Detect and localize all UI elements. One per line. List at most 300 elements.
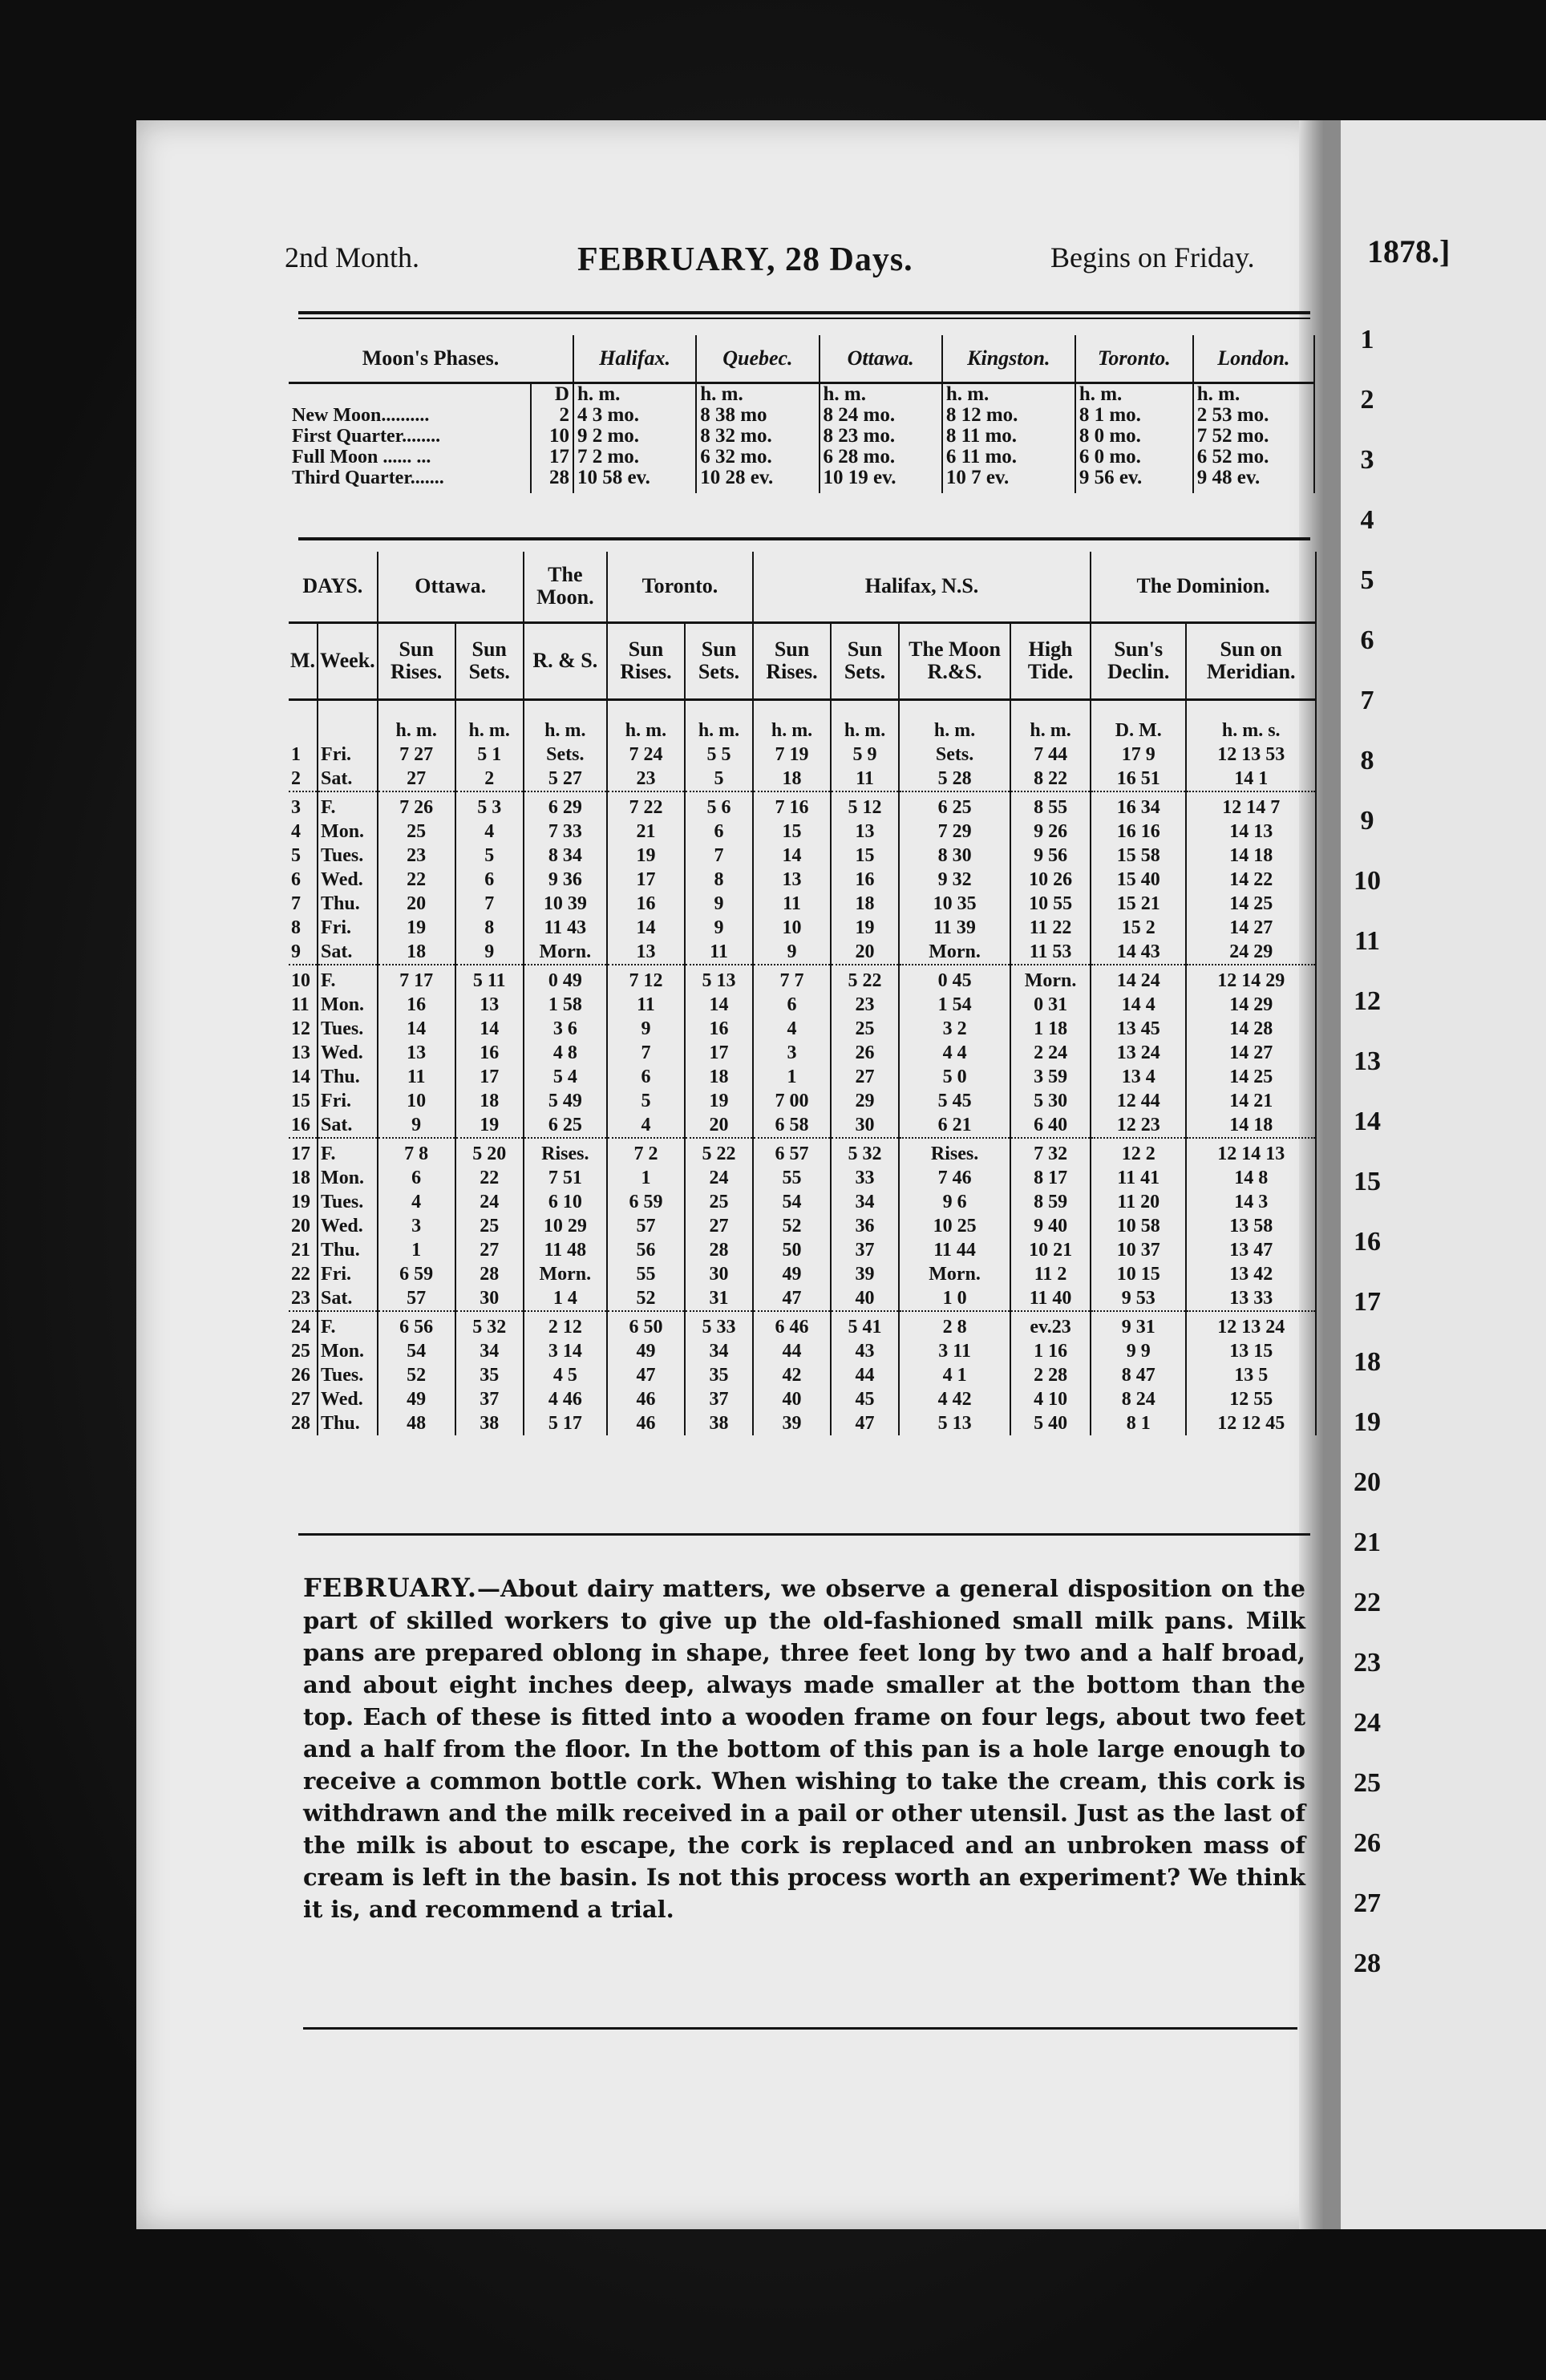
calendar-cell: 11 40: [1010, 1286, 1091, 1311]
calendar-cell: 5 45: [899, 1089, 1010, 1113]
moon-phase-time: 9 2 mo.: [573, 426, 696, 447]
moon-phase-time: 7 2 mo.: [573, 447, 696, 468]
header-rule: [298, 311, 1310, 314]
calendar-cell: Morn.: [899, 940, 1010, 965]
memorandum-day-number: 19: [1354, 1407, 1381, 1437]
calendar-cell: 10 15: [1091, 1262, 1186, 1286]
calendar-cell: 57: [378, 1286, 455, 1311]
memorandum-day-number: 18: [1354, 1347, 1381, 1377]
calendar-table: [289, 552, 1317, 1435]
calendar-cell: 38: [455, 1411, 524, 1435]
memorandum-day-number: 17: [1354, 1287, 1381, 1317]
calendar-cell: 12 14 29: [1186, 965, 1316, 993]
calendar-day-row: [289, 791, 1316, 820]
calendar-cell: 33: [831, 1166, 899, 1190]
calendar-day-row: [289, 1190, 1316, 1214]
calendar-cell: 22: [455, 1166, 524, 1190]
moon-city-header: Halifax.: [573, 335, 696, 383]
calendar-cell: 7 29: [899, 820, 1010, 844]
moon-unit: h. m.: [820, 383, 942, 406]
calendar-cell: 45: [831, 1387, 899, 1411]
calendar-cell: 9 36: [524, 868, 607, 892]
month-number: 2nd Month.: [285, 241, 420, 273]
calendar-cell: 6 59: [607, 1190, 685, 1214]
memorandum-day-number: 10: [1354, 866, 1381, 896]
day-of-week: Wed.: [318, 1214, 378, 1238]
calendar-cell: 7 2: [607, 1138, 685, 1166]
day-of-week: F.: [318, 1311, 378, 1339]
moon-phase-row: [289, 468, 1314, 493]
moon-phases-header: Moon's Phases.: [289, 335, 573, 383]
calendar-cell: 5 22: [685, 1138, 753, 1166]
day-of-month: 2: [289, 767, 318, 791]
calendar-cell: 9: [378, 1113, 455, 1138]
day-of-month: 23: [289, 1286, 318, 1311]
calendar-day-row: [289, 940, 1316, 965]
moon-table-rule: [298, 537, 1310, 540]
calendar-cell: 12 2: [1091, 1138, 1186, 1166]
calendar-day-row: [289, 1387, 1316, 1411]
calendar-column-header: Sun Sets.: [685, 622, 753, 699]
calendar-day-row: [289, 1166, 1316, 1190]
calendar-cell: 30: [685, 1262, 753, 1286]
moon-city-header: London.: [1193, 335, 1314, 383]
calendar-cell: 8 17: [1010, 1166, 1091, 1190]
day-of-month: 28: [289, 1411, 318, 1435]
calendar-cell: 11 43: [524, 916, 607, 940]
calendar-cell: 5 49: [524, 1089, 607, 1113]
calendar-cell: 21: [607, 820, 685, 844]
memorandum-day-number: 5: [1360, 565, 1374, 595]
calendar-cell: 28: [455, 1262, 524, 1286]
calendar-cell: 5 12: [831, 791, 899, 820]
calendar-cell: 9 26: [1010, 820, 1091, 844]
calendar-day-row: [289, 1041, 1316, 1065]
day-of-week: Thu.: [318, 1065, 378, 1089]
moon-phase-time: 8 38 mo: [696, 405, 819, 426]
day-of-week: F.: [318, 965, 378, 993]
calendar-cell: 7: [455, 892, 524, 916]
day-of-month: 19: [289, 1190, 318, 1214]
calendar-cell: 2 28: [1010, 1363, 1091, 1387]
calendar-cell: 8 47: [1091, 1363, 1186, 1387]
day-of-week: Fri.: [318, 1262, 378, 1286]
calendar-cell: 10 25: [899, 1214, 1010, 1238]
calendar-cell: 14 25: [1186, 1065, 1316, 1089]
memorandum-day-number: 3: [1360, 445, 1374, 475]
calendar-cell: 7 26: [378, 791, 455, 820]
calendar-unit: D. M.: [1091, 699, 1186, 743]
calendar-cell: 6 21: [899, 1113, 1010, 1138]
calendar-cell: 28: [685, 1238, 753, 1262]
calendar-day-row: [289, 1286, 1316, 1311]
calendar-cell: 40: [831, 1286, 899, 1311]
calendar-cell: 11: [831, 767, 899, 791]
calendar-cell: 8 22: [1010, 767, 1091, 791]
calendar-cell: 6 58: [753, 1113, 831, 1138]
calendar-cell: 47: [753, 1286, 831, 1311]
calendar-cell: 10: [753, 916, 831, 940]
calendar-cell: Sets.: [524, 743, 607, 767]
calendar-cell: 4 5: [524, 1363, 607, 1387]
calendar-cell: 9 6: [899, 1190, 1010, 1214]
calendar-cell: 14 18: [1186, 1113, 1316, 1138]
day-of-month: 27: [289, 1387, 318, 1411]
day-of-month: 15: [289, 1089, 318, 1113]
calendar-unit: h. m.: [831, 699, 899, 743]
calendar-cell: 13: [455, 993, 524, 1017]
calendar-day-row: [289, 1339, 1316, 1363]
calendar-cell: 5 28: [899, 767, 1010, 791]
calendar-cell: 9 56: [1010, 844, 1091, 868]
memorandum-day-number: 11: [1354, 926, 1381, 956]
calendar-cell: 17: [607, 868, 685, 892]
calendar-cell: 1 18: [1010, 1017, 1091, 1041]
calendar-cell: 4 10: [1010, 1387, 1091, 1411]
calendar-cell: 1 58: [524, 993, 607, 1017]
moon-phase-time: 10 58 ev.: [573, 468, 696, 493]
year-label: 1878.]: [1367, 233, 1451, 269]
calendar-cell: 6: [753, 993, 831, 1017]
moon-phase-time: 8 11 mo.: [942, 426, 1075, 447]
day-of-week: F.: [318, 791, 378, 820]
calendar-cell: 35: [685, 1363, 753, 1387]
calendar-column-header: M.: [289, 622, 318, 699]
calendar-cell: 5 20: [455, 1138, 524, 1166]
moon-phase-time: 8 0 mo.: [1075, 426, 1193, 447]
calendar-cell: 5 13: [685, 965, 753, 993]
calendar-cell: 17: [685, 1041, 753, 1065]
calendar-cell: 52: [378, 1363, 455, 1387]
calendar-cell: 52: [607, 1286, 685, 1311]
calendar-cell: 14: [753, 844, 831, 868]
day-of-month: 22: [289, 1262, 318, 1286]
calendar-cell: 13 33: [1186, 1286, 1316, 1311]
calendar-day-row: [289, 1065, 1316, 1089]
calendar-cell: 47: [607, 1363, 685, 1387]
calendar-cell: 16 51: [1091, 767, 1186, 791]
calendar-cell: 14 22: [1186, 868, 1316, 892]
calendar-cell: 6: [607, 1065, 685, 1089]
calendar-cell: 11: [753, 892, 831, 916]
calendar-cell: 4: [753, 1017, 831, 1041]
calendar-cell: 14: [607, 916, 685, 940]
calendar-cell: 16: [607, 892, 685, 916]
memorandum-day-number: 2: [1360, 385, 1374, 415]
calendar-cell: 27: [831, 1065, 899, 1089]
day-of-month: 9: [289, 940, 318, 965]
moon-unit: h. m.: [1193, 383, 1314, 406]
calendar-cell: 0 31: [1010, 993, 1091, 1017]
memorandum-day-number: 9: [1360, 806, 1374, 836]
day-of-week: Tues.: [318, 1363, 378, 1387]
calendar-group-header: Halifax, N.S.: [753, 552, 1091, 622]
calendar-day-row: [289, 1238, 1316, 1262]
calendar-cell: 3: [753, 1041, 831, 1065]
calendar-cell: 24 29: [1186, 940, 1316, 965]
calendar-cell: 18: [455, 1089, 524, 1113]
calendar-cell: 4 1: [899, 1363, 1010, 1387]
calendar-bottom-rule: [298, 1533, 1310, 1536]
calendar-cell: 14 18: [1186, 844, 1316, 868]
calendar-cell: 9: [607, 1017, 685, 1041]
moon-phase-day: 28: [531, 468, 573, 493]
calendar-cell: 13 58: [1186, 1214, 1316, 1238]
calendar-cell: 18: [831, 892, 899, 916]
calendar-cell: 52: [753, 1214, 831, 1238]
day-of-week: Tues.: [318, 1190, 378, 1214]
calendar-cell: 9 53: [1091, 1286, 1186, 1311]
day-of-week: Mon.: [318, 993, 378, 1017]
calendar-cell: 36: [831, 1214, 899, 1238]
calendar-cell: 19: [455, 1113, 524, 1138]
calendar-cell: 10 35: [899, 892, 1010, 916]
calendar-cell: 14 25: [1186, 892, 1316, 916]
calendar-column-header: The Moon R.&S.: [899, 622, 1010, 699]
calendar-cell: 7 46: [899, 1166, 1010, 1190]
calendar-cell: 12 13 53: [1186, 743, 1316, 767]
calendar-cell: 5 22: [831, 965, 899, 993]
calendar-cell: 6: [378, 1166, 455, 1190]
calendar-cell: 35: [455, 1363, 524, 1387]
calendar-cell: 27: [378, 767, 455, 791]
day-of-month: 13: [289, 1041, 318, 1065]
calendar-cell: 30: [831, 1113, 899, 1138]
calendar-cell: 12 44: [1091, 1089, 1186, 1113]
day-of-month: 4: [289, 820, 318, 844]
calendar-day-row: [289, 1089, 1316, 1113]
calendar-cell: 14 43: [1091, 940, 1186, 965]
calendar-cell: 14 8: [1186, 1166, 1316, 1190]
calendar-cell: 5: [685, 767, 753, 791]
moon-phase-name: New Moon..........: [289, 405, 531, 426]
moon-phase-time: 10 28 ev.: [696, 468, 819, 493]
calendar-cell: 24: [455, 1190, 524, 1214]
memorandum-day-number: 6: [1360, 625, 1374, 655]
calendar-cell: 5: [455, 844, 524, 868]
calendar-column-header: Sun Rises.: [753, 622, 831, 699]
calendar-cell: 14 27: [1186, 1041, 1316, 1065]
calendar-cell: 49: [607, 1339, 685, 1363]
calendar-cell: 1 54: [899, 993, 1010, 1017]
calendar-cell: 2 8: [899, 1311, 1010, 1339]
calendar-unit: h. m.: [378, 699, 455, 743]
calendar-cell: 14 24: [1091, 965, 1186, 993]
calendar-cell: 16: [378, 993, 455, 1017]
calendar-cell: 17 9: [1091, 743, 1186, 767]
calendar-column-header: Sun on Meridian.: [1186, 622, 1316, 699]
calendar-cell: 2 24: [1010, 1041, 1091, 1065]
moon-unit: h. m.: [942, 383, 1075, 406]
day-of-week: Thu.: [318, 1238, 378, 1262]
moon-city-header: Kingston.: [942, 335, 1075, 383]
calendar-column-header: High Tide.: [1010, 622, 1091, 699]
moon-city-header: Ottawa.: [820, 335, 942, 383]
calendar-cell: 11 39: [899, 916, 1010, 940]
calendar-cell: 14 3: [1186, 1190, 1316, 1214]
memorandum-day-number: 7: [1360, 686, 1374, 715]
calendar-cell: 7 19: [753, 743, 831, 767]
day-of-week: F.: [318, 1138, 378, 1166]
calendar-cell: 12 14 7: [1186, 791, 1316, 820]
calendar-cell: 13 45: [1091, 1017, 1186, 1041]
calendar-cell: 10 58: [1091, 1214, 1186, 1238]
day-of-month: 16: [289, 1113, 318, 1138]
calendar-cell: Morn.: [1010, 965, 1091, 993]
calendar-cell: 13 4: [1091, 1065, 1186, 1089]
calendar-cell: Morn.: [524, 1262, 607, 1286]
calendar-unit: [289, 699, 318, 743]
moon-phase-time: 10 7 ev.: [942, 468, 1075, 493]
calendar-cell: 34: [685, 1339, 753, 1363]
calendar-cell: 0 45: [899, 965, 1010, 993]
memorandum-day-number: 26: [1354, 1828, 1381, 1858]
calendar-cell: 6 50: [607, 1311, 685, 1339]
calendar-cell: 6 46: [753, 1311, 831, 1339]
moon-phase-time: 9 48 ev.: [1193, 468, 1314, 493]
calendar-cell: 6 57: [753, 1138, 831, 1166]
calendar-cell: 8 24: [1091, 1387, 1186, 1411]
calendar-cell: 37: [685, 1387, 753, 1411]
calendar-cell: 12 55: [1186, 1387, 1316, 1411]
calendar-cell: 40: [753, 1387, 831, 1411]
calendar-group-header: The Moon.: [524, 552, 607, 622]
calendar-cell: 11 53: [1010, 940, 1091, 965]
memorandum-day-number: 8: [1360, 746, 1374, 775]
calendar-cell: 47: [831, 1411, 899, 1435]
calendar-cell: 9 40: [1010, 1214, 1091, 1238]
calendar-day-row: [289, 820, 1316, 844]
calendar-cell: 16 34: [1091, 791, 1186, 820]
calendar-cell: 7 7: [753, 965, 831, 993]
calendar-day-row: [289, 965, 1316, 993]
moon-unit: h. m.: [573, 383, 696, 406]
moon-phase-day: 17: [531, 447, 573, 468]
calendar-cell: 10 26: [1010, 868, 1091, 892]
calendar-cell: 55: [753, 1166, 831, 1190]
calendar-cell: 10 39: [524, 892, 607, 916]
calendar-cell: 18: [378, 940, 455, 965]
moon-phase-time: 6 52 mo.: [1193, 447, 1314, 468]
day-of-week: Sat.: [318, 767, 378, 791]
day-of-month: 11: [289, 993, 318, 1017]
calendar-cell: 43: [831, 1339, 899, 1363]
calendar-cell: 24: [685, 1166, 753, 1190]
calendar-cell: 57: [607, 1214, 685, 1238]
calendar-group-header: DAYS.: [289, 552, 378, 622]
calendar-cell: 16: [831, 868, 899, 892]
calendar-cell: 3: [378, 1214, 455, 1238]
day-of-week: Fri.: [318, 743, 378, 767]
memorandum-day-number: 22: [1354, 1588, 1381, 1617]
moon-unit: D: [531, 383, 573, 406]
calendar-cell: 46: [607, 1387, 685, 1411]
calendar-cell: 5 33: [685, 1311, 753, 1339]
calendar-cell: 9 31: [1091, 1311, 1186, 1339]
memorandum-day-number: 23: [1354, 1648, 1381, 1678]
calendar-cell: 15: [831, 844, 899, 868]
moon-phase-time: 8 1 mo.: [1075, 405, 1193, 426]
moon-phase-time: 8 23 mo.: [820, 426, 942, 447]
footer-rule: [303, 2027, 1297, 2030]
note-body: —About dairy matters, we observe a general disposition on the part of skilled workers to give up the old-fashioned small milk pans. Milk pans are prepared oblong in shape, three feet long by two and a half broad, and about eight inches deep, always made smaller at the bottom than the top. Each of these is fitted into a wooden frame on four legs, about two feet and a half from the floor. In the bottom of this pan is a hole large enough to receive a common bottle cork. When wishing to take the cream, this cork is withdrawn and the milk received in a pail or other utensil. Just as the last of the milk is about to escape, the cork is replaced and an unbroken mass of cream is left in the basin. Is not this process worth an experiment? We think it is, and recommend a trial.: [303, 1575, 1305, 1923]
memorandum-day-number: 25: [1354, 1768, 1381, 1798]
calendar-cell: 4 46: [524, 1387, 607, 1411]
memorandum-day-number: 1: [1360, 325, 1374, 354]
calendar-cell: 8 34: [524, 844, 607, 868]
moon-phase-time: 9 56 ev.: [1075, 468, 1193, 493]
calendar-group-header: Toronto.: [607, 552, 753, 622]
calendar-cell: 14: [455, 1017, 524, 1041]
calendar-cell: 14 21: [1186, 1089, 1316, 1113]
calendar-cell: 13: [607, 940, 685, 965]
calendar-cell: Morn.: [899, 1262, 1010, 1286]
day-of-month: 24: [289, 1311, 318, 1339]
calendar-cell: 12 13 24: [1186, 1311, 1316, 1339]
calendar-cell: 18: [685, 1065, 753, 1089]
begins-on: Begins on Friday.: [1050, 241, 1255, 273]
calendar-cell: 8 30: [899, 844, 1010, 868]
memorandum-day-number: 14: [1354, 1107, 1381, 1136]
calendar-cell: 46: [607, 1411, 685, 1435]
moon-unit: h. m.: [1075, 383, 1193, 406]
calendar-cell: 34: [831, 1190, 899, 1214]
calendar-cell: 4: [455, 820, 524, 844]
calendar-cell: 1: [753, 1065, 831, 1089]
moon-phases-table: [289, 335, 1315, 493]
calendar-unit: h. m.: [607, 699, 685, 743]
day-of-week: Sat.: [318, 940, 378, 965]
calendar-cell: 13: [378, 1041, 455, 1065]
calendar-day-row: [289, 743, 1316, 767]
day-of-week: Fri.: [318, 916, 378, 940]
calendar-cell: 12 23: [1091, 1113, 1186, 1138]
calendar-cell: 9: [685, 916, 753, 940]
calendar-unit: h. m.: [455, 699, 524, 743]
calendar-cell: 5 3: [455, 791, 524, 820]
calendar-cell: 25: [685, 1190, 753, 1214]
day-of-month: 20: [289, 1214, 318, 1238]
calendar-cell: 13: [831, 820, 899, 844]
calendar-cell: 19: [378, 916, 455, 940]
calendar-cell: 13 15: [1186, 1339, 1316, 1363]
calendar-cell: 14 4: [1091, 993, 1186, 1017]
calendar-group-header: Ottawa.: [378, 552, 524, 622]
calendar-cell: 12 14 13: [1186, 1138, 1316, 1166]
memorandum-day-number: 28: [1354, 1949, 1381, 1978]
calendar-cell: 16 16: [1091, 820, 1186, 844]
day-of-month: 7: [289, 892, 318, 916]
calendar-cell: 1 16: [1010, 1339, 1091, 1363]
moon-phase-time: 8 12 mo.: [942, 405, 1075, 426]
february-note: [303, 1572, 1305, 1925]
calendar-cell: 38: [685, 1411, 753, 1435]
calendar-cell: 19: [607, 844, 685, 868]
calendar-cell: 11 22: [1010, 916, 1091, 940]
calendar-cell: 5 0: [899, 1065, 1010, 1089]
calendar-cell: 6 40: [1010, 1113, 1091, 1138]
day-of-month: 14: [289, 1065, 318, 1089]
calendar-cell: 5 32: [455, 1311, 524, 1339]
moon-phase-time: 4 3 mo.: [573, 405, 696, 426]
moon-phase-row: [289, 405, 1314, 426]
calendar-cell: 5 17: [524, 1411, 607, 1435]
memorandum-day-number: 24: [1354, 1708, 1381, 1738]
calendar-cell: 4: [378, 1190, 455, 1214]
day-of-week: Sat.: [318, 1286, 378, 1311]
calendar-cell: 27: [455, 1238, 524, 1262]
calendar-day-row: [289, 1017, 1316, 1041]
